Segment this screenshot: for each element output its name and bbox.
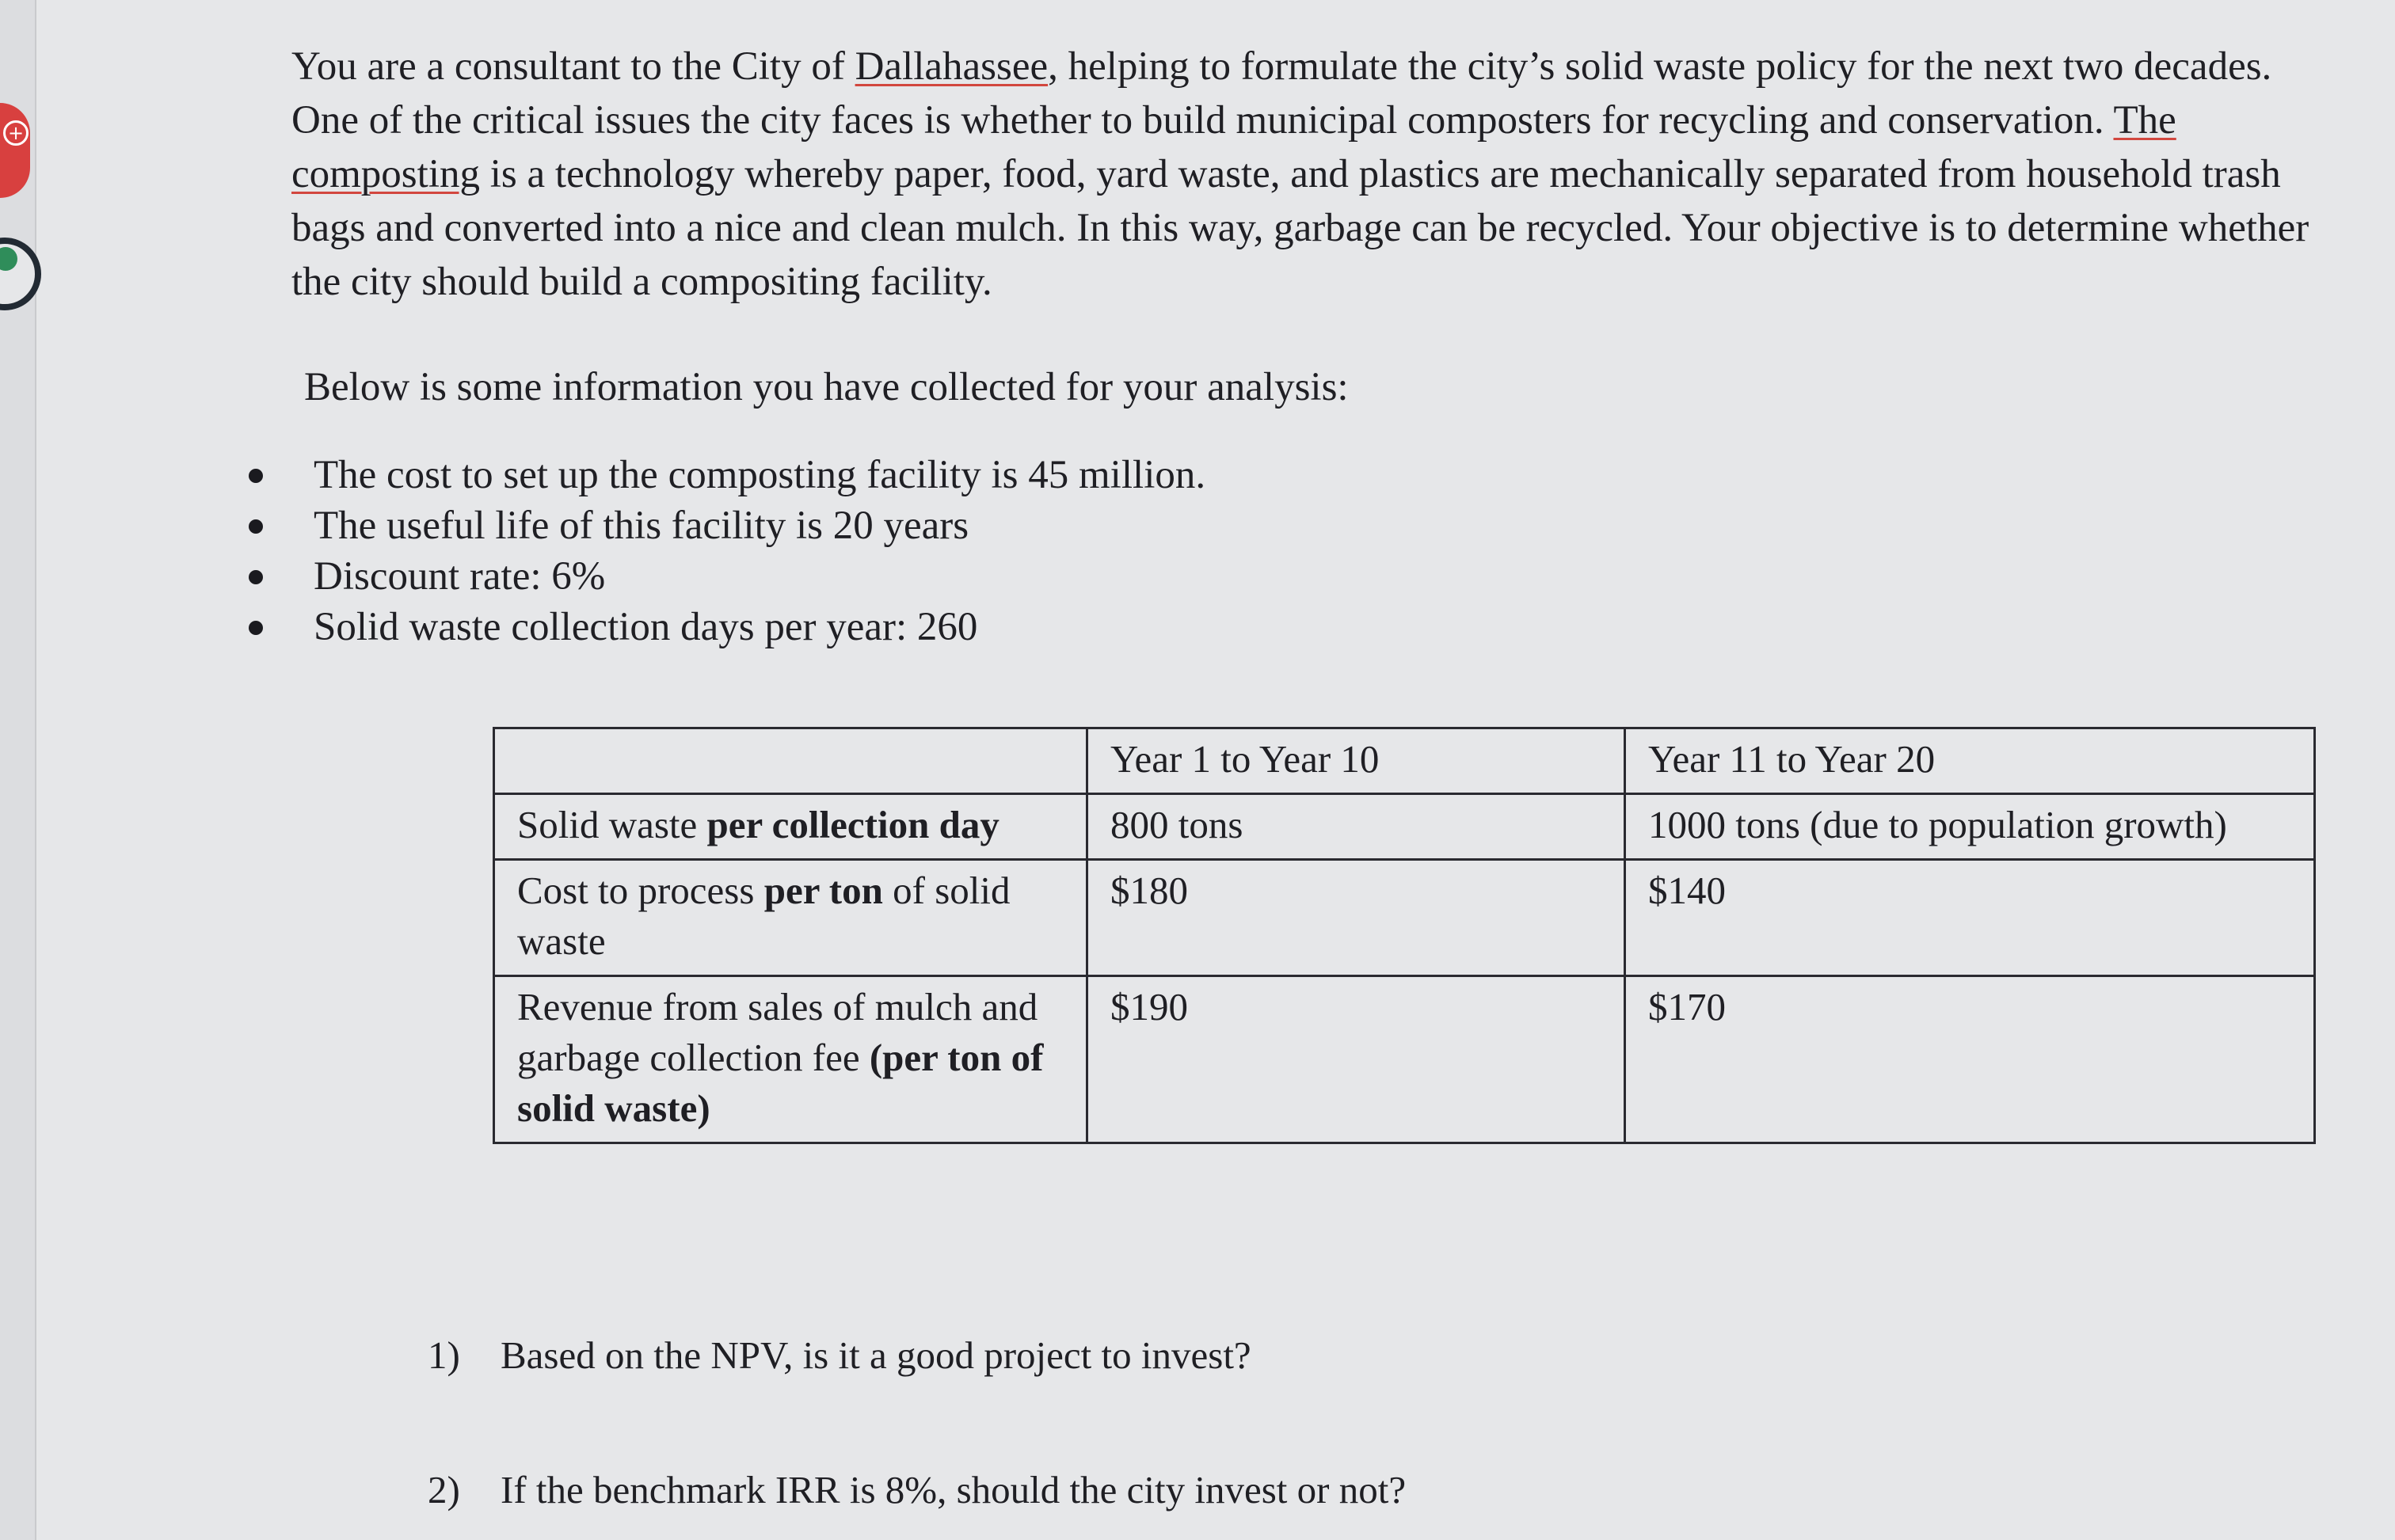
question-number: 1) <box>428 1333 460 1377</box>
facility-data-table <box>493 727 2316 1144</box>
bullet-icon <box>249 519 263 534</box>
row-label-waste-per-day <box>494 794 1087 860</box>
question-list <box>428 1330 1406 1515</box>
list-item <box>238 500 1205 551</box>
table-row <box>494 976 2315 1143</box>
intro-text-1: You are a consultant to the City of <box>291 44 855 89</box>
label-bold: per ton <box>763 869 883 912</box>
table-cell: 800 tons <box>1087 794 1625 860</box>
table-cell: 1000 tons (due to population growth) <box>1625 794 2315 860</box>
intro-paragraph <box>291 40 2319 309</box>
question-number: 2) <box>428 1468 460 1511</box>
header-cell-empty <box>494 728 1087 794</box>
bullet-icon <box>249 570 263 584</box>
lead-sentence: Below is some information you have collected for your analysis: <box>304 365 1349 409</box>
header-cell-years-11-20: Year 11 to Year 20 <box>1625 728 2315 794</box>
table-cell: $190 <box>1087 976 1625 1143</box>
bullet-icon <box>249 469 263 483</box>
table-cell: $180 <box>1087 860 1625 976</box>
intro-text-2: , helping to formulate the city’s solid waste policy for the next two decades. One of the critical issues the city faces is whether to build municipal composters for recycling and conservation. <box>291 44 2272 143</box>
label-text: Solid waste <box>517 803 707 846</box>
table-cell: $170 <box>1625 976 2315 1143</box>
question-text: Based on the NPV, is it a good project to invest? <box>501 1333 1251 1377</box>
bullet-text: Discount rate: 6% <box>314 554 606 599</box>
table-header-row <box>494 728 2315 794</box>
row-label-processing-cost <box>494 860 1087 976</box>
table-cell: $140 <box>1625 860 2315 976</box>
city-name: Dallahassee <box>855 44 1049 89</box>
composting-term: The composting <box>291 98 2176 196</box>
bullet-icon <box>249 621 263 635</box>
plus-circle-icon: + <box>3 120 29 146</box>
row-label-revenue <box>494 976 1087 1143</box>
info-bullet-list <box>238 450 1205 652</box>
list-item <box>238 551 1205 602</box>
table-row <box>494 794 2315 860</box>
label-text: of solid waste <box>517 869 1011 963</box>
list-item <box>238 450 1205 500</box>
label-text: Cost to process <box>517 869 764 912</box>
bullet-text: The useful life of this facility is 20 years <box>314 504 969 548</box>
label-bold: (per ton of solid waste) <box>517 1036 1044 1130</box>
header-cell-years-1-10: Year 1 to Year 10 <box>1087 728 1625 794</box>
question-item <box>428 1330 1406 1465</box>
list-item <box>238 602 1205 652</box>
label-bold: per collection day <box>706 803 1000 846</box>
bullet-text: The cost to set up the composting facility is 45 million. <box>314 453 1206 497</box>
question-item <box>428 1465 1406 1515</box>
bullet-text: Solid waste collection days per year: 260 <box>314 605 978 649</box>
intro-text-3: is a technology whereby paper, food, yard waste, and plastics are mechanically separated from household trash bags and converted into a nice and clean mulch. In this way, garbage can be recycled. Your objective is to determine whether the city should build a compositing facility. <box>291 152 2309 304</box>
table-row <box>494 860 2315 976</box>
question-text: If the benchmark IRR is 8%, should the city invest or not? <box>501 1468 1407 1511</box>
label-text: Revenue from sales of mulch and garbage collection fee <box>517 985 1038 1079</box>
